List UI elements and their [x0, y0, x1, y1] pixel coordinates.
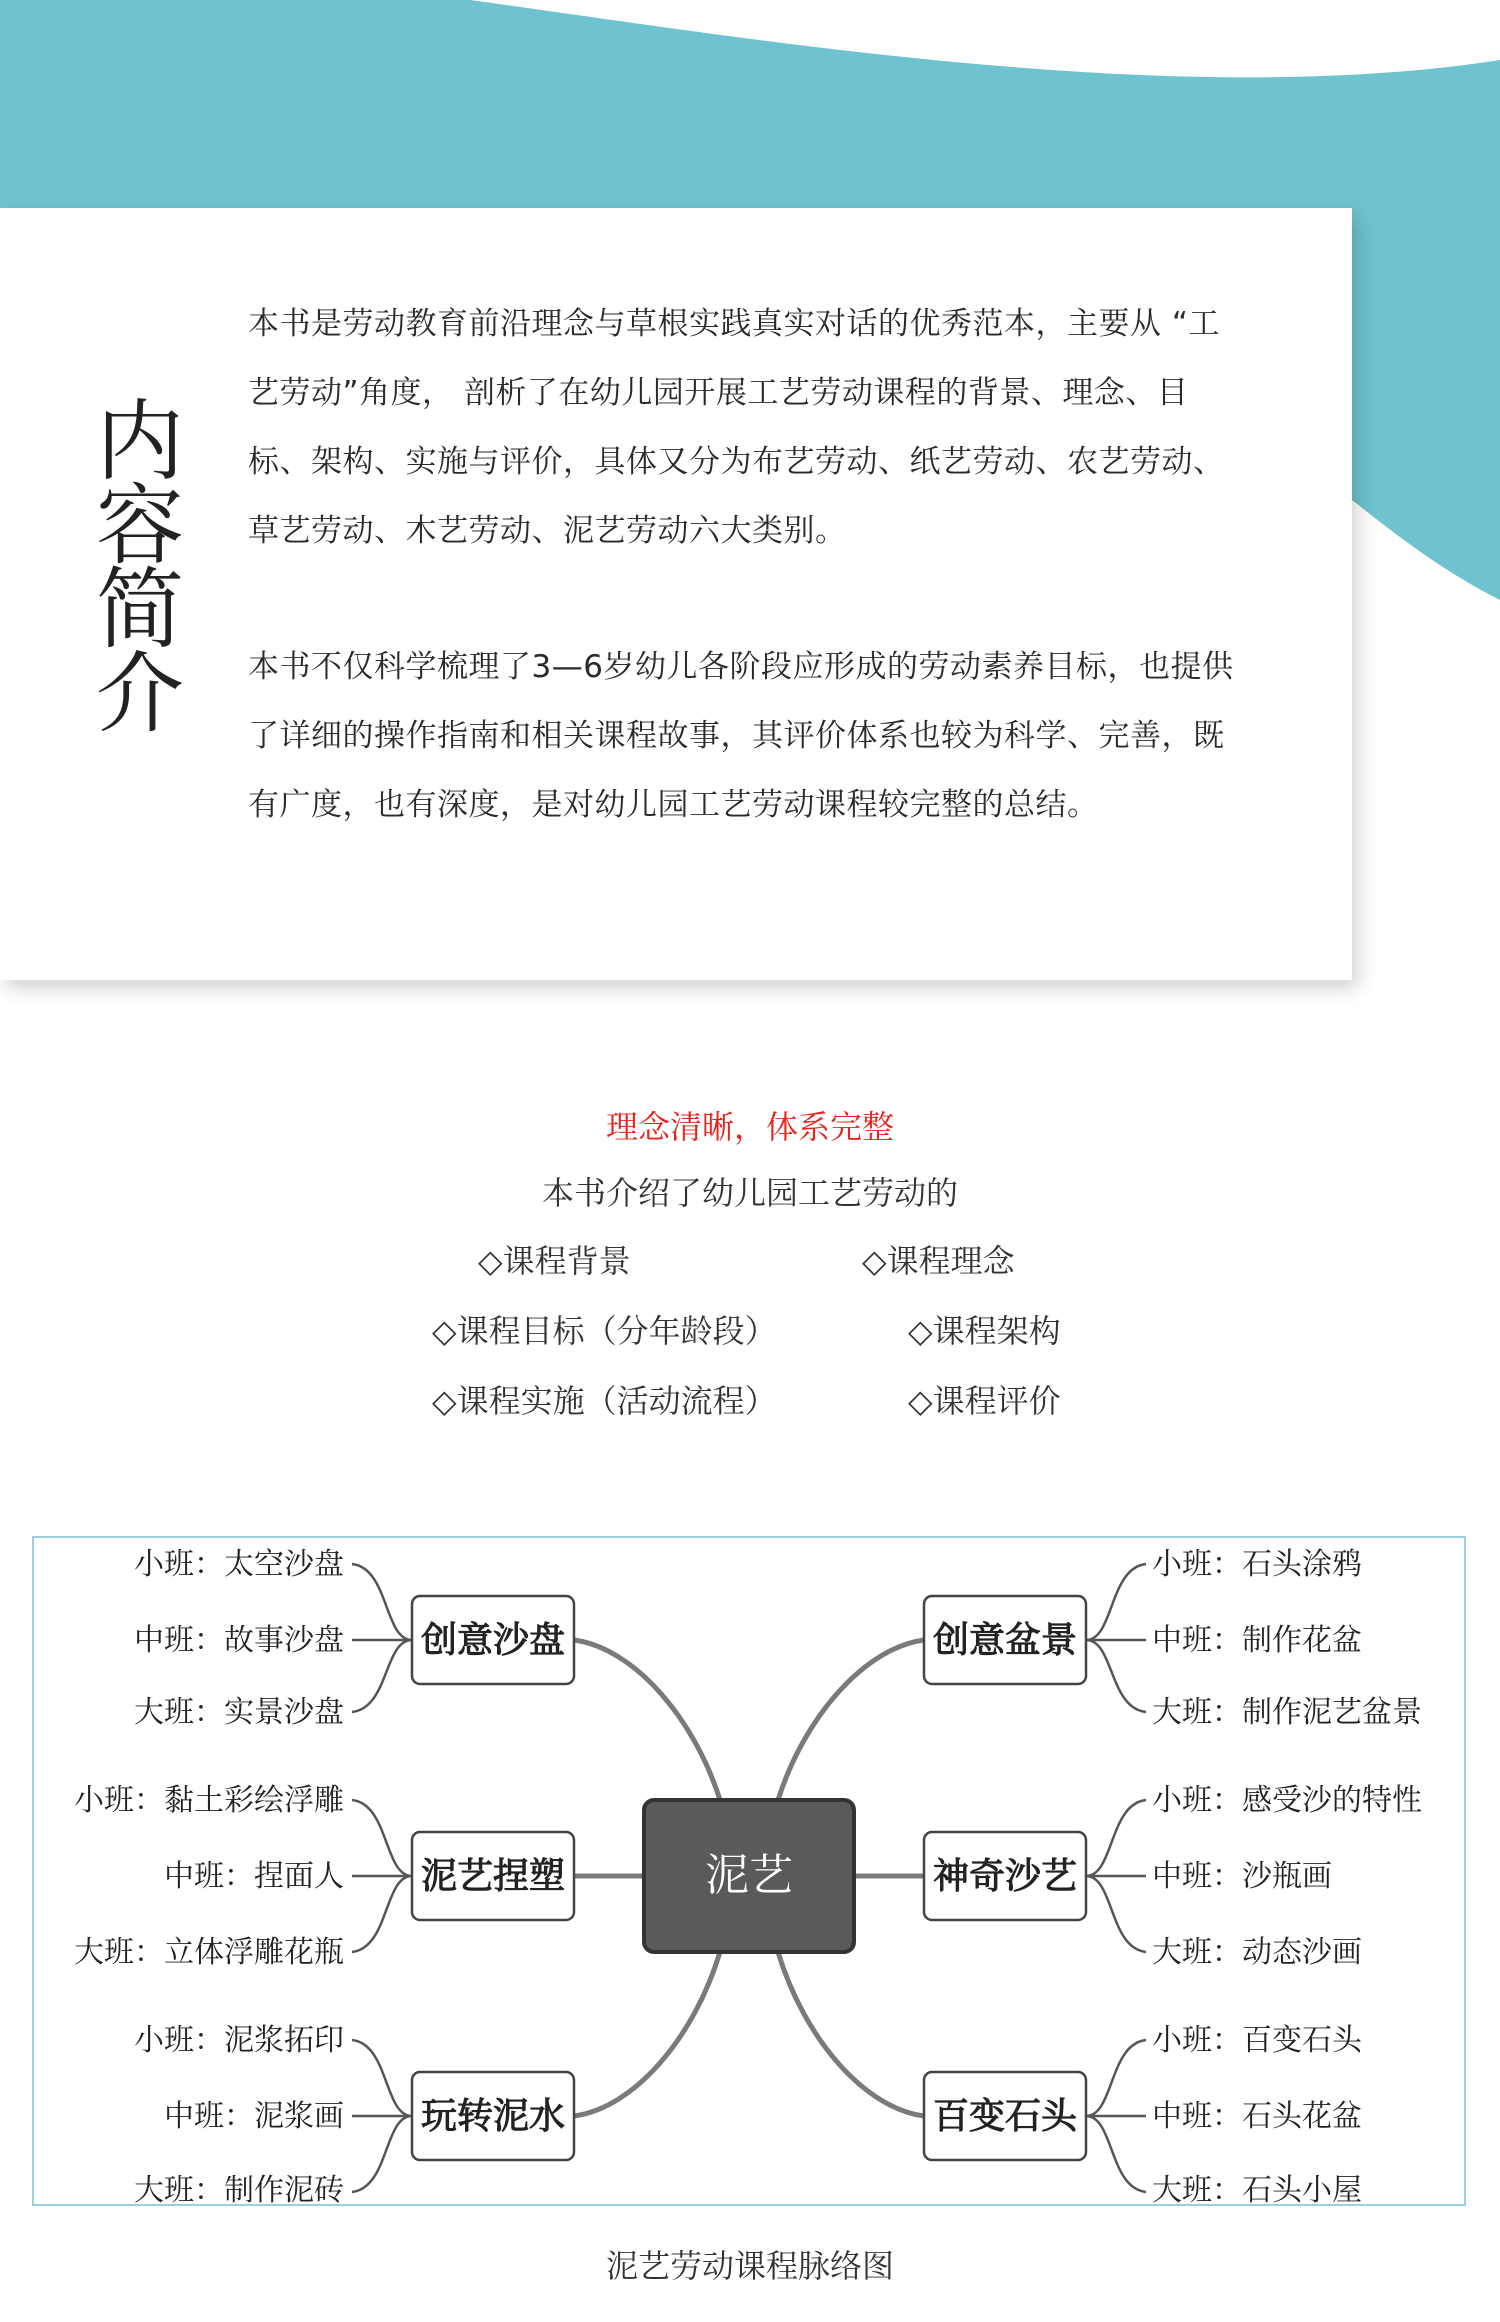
- leaf-label: 中班：沙瓶画: [1152, 1859, 1332, 1894]
- leaf-label: 大班：制作泥艺盆景: [1152, 1695, 1422, 1730]
- leaf-label: 小班：黏土彩绘浮雕: [74, 1783, 344, 1818]
- mindmap-branch: [412, 1832, 574, 1920]
- branch-label: 泥艺捏塑: [420, 1856, 566, 1897]
- leaf-label: 大班：制作泥砖: [134, 2173, 344, 2204]
- mindmap-branch: [924, 2072, 1086, 2160]
- leaf-label: 中班：制作花盆: [1152, 1623, 1362, 1658]
- feature-item: ◇课程目标（分年龄段）: [432, 1312, 777, 1350]
- branch-label: 神奇沙艺: [932, 1856, 1078, 1897]
- leaf-label: 大班：实景沙盘: [134, 1695, 344, 1730]
- title-char: 简: [95, 558, 184, 661]
- branch-label: 创意盆景: [932, 1620, 1078, 1661]
- leaf-label: 大班：石头小屋: [1152, 2173, 1362, 2204]
- features-intro: 本书介绍了幼儿园工艺劳动的: [541, 1174, 958, 1212]
- feature-item: ◇课程评价: [908, 1382, 1061, 1420]
- leaf-label: 中班：石头花盆: [1152, 2099, 1362, 2134]
- leaf-label: 小班：泥浆拓印: [134, 2023, 344, 2058]
- leaf-label: 中班：故事沙盘: [134, 1623, 344, 1658]
- leaf-label: 小班：感受沙的特性: [1152, 1783, 1422, 1818]
- mindmap-branch: [924, 1832, 1086, 1920]
- mindmap-caption: 泥艺劳动课程脉络图: [605, 2247, 894, 2285]
- leaf-label: 小班：百变石头: [1152, 2023, 1362, 2058]
- leaf-label: 中班：捏面人: [164, 1859, 344, 1894]
- mindmap-branch: [412, 2072, 574, 2160]
- branch-label: 百变石头: [932, 2096, 1078, 2137]
- leaf-label: 小班：石头涂鸦: [1152, 1547, 1362, 1582]
- leaf-label: 小班：太空沙盘: [134, 1547, 344, 1582]
- intro-paragraph-1: 本书是劳动教育前沿理念与草根实践真实对话的优秀范本，主要从 “工艺劳动”角度， 剖析了在幼儿园开展工艺劳动课程的背景、理念、目标、架构、实施与评价，具体又分为布艺劳动、纸艺劳动、农艺劳动、草艺劳动、木艺劳动、泥艺劳动六大类别。: [248, 306, 1225, 549]
- mindmap-branch: [412, 1596, 574, 1684]
- features-highlight: 理念清晰，体系完整: [605, 1108, 894, 1146]
- branch-label: 创意沙盘: [420, 1620, 566, 1661]
- feature-item: ◇课程理念: [862, 1242, 1015, 1280]
- feature-item: ◇课程架构: [908, 1312, 1061, 1350]
- mindmap-diagram: [34, 1538, 1464, 2204]
- title-char: 介: [95, 642, 184, 745]
- feature-item: ◇课程背景: [478, 1242, 631, 1280]
- branch-label: 玩转泥水: [420, 2096, 566, 2137]
- mindmap-center-label: 泥艺: [705, 1850, 793, 1901]
- intro-paragraph-2: 本书不仅科学梳理了3—6岁幼儿各阶段应形成的劳动素养目标，也提供了详细的操作指南和相关课程故事，其评价体系也较为科学、完善，既有广度，也有深度，是对幼儿园工艺劳动课程较完整的总结。: [248, 649, 1234, 823]
- mindmap-frame: [32, 1536, 1466, 2206]
- leaf-label: 大班：动态沙画: [1152, 1935, 1362, 1970]
- mindmap-branch: [924, 1596, 1086, 1684]
- leaf-label: 中班：泥浆画: [164, 2099, 344, 2134]
- intro-vertical-title: [90, 390, 190, 745]
- leaf-label: 大班：立体浮雕花瓶: [74, 1935, 344, 1970]
- title-char: 容: [95, 474, 184, 577]
- feature-item: ◇课程实施（活动流程）: [432, 1382, 777, 1420]
- title-char: 内: [95, 390, 184, 493]
